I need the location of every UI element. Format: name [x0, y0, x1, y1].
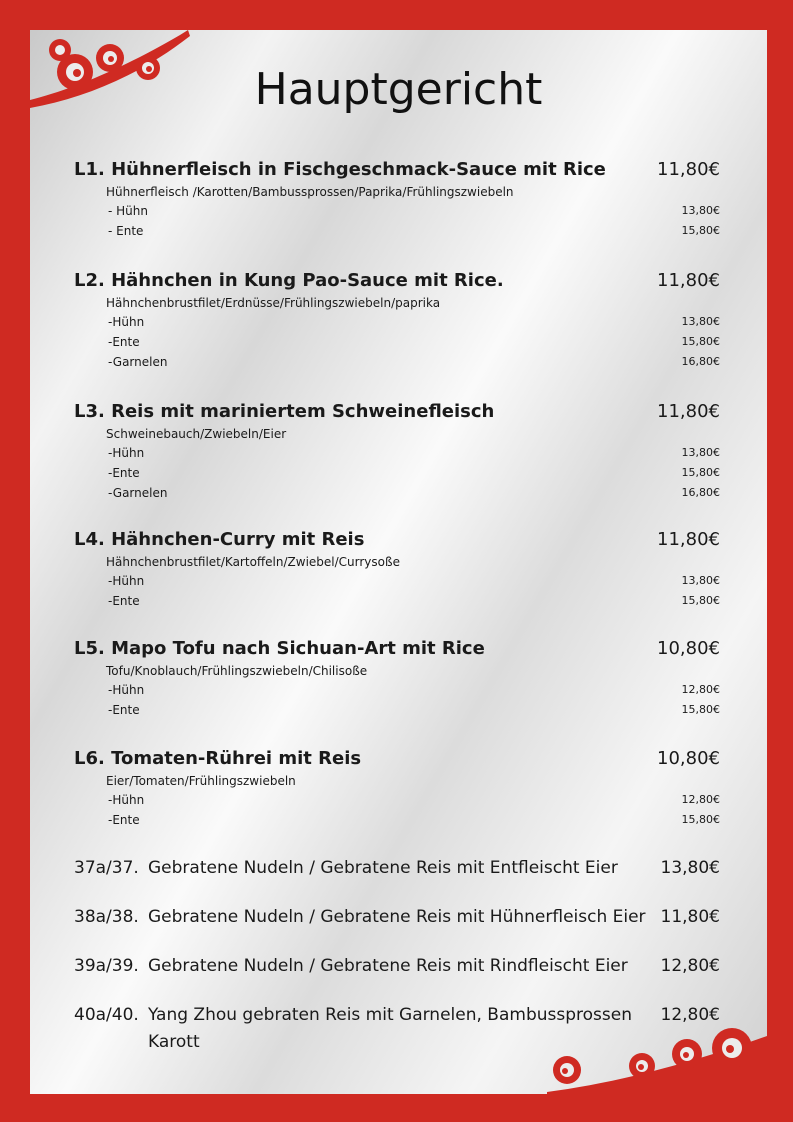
option-label: -Ente [108, 813, 140, 827]
option-row [108, 332, 720, 352]
option-price: 15,80€ [681, 813, 720, 826]
option-price: 15,80€ [681, 335, 720, 348]
option-label: - Ente [108, 224, 144, 238]
option-price: 15,80€ [681, 594, 720, 607]
option-row [108, 591, 720, 611]
dish-price: 11,80€ [657, 159, 720, 180]
option-price: 16,80€ [681, 355, 720, 368]
item-price: 13,80€ [660, 858, 720, 878]
dish-title: L6. Tomaten-Rührei mit Reis [74, 748, 362, 769]
option-label: -Hühn [108, 315, 145, 329]
option-row [108, 352, 720, 372]
option-row [108, 443, 720, 463]
dish-item [74, 399, 720, 503]
option-row [108, 700, 720, 720]
option-price: 13,80€ [681, 446, 720, 459]
dish-description: Hähnchenbrustfilet/Kartoffeln/Zwiebel/Currysoße [106, 555, 400, 569]
dish-title: L5. Mapo Tofu nach Sichuan-Art mit Rice [74, 638, 485, 659]
option-label: -Ente [108, 594, 140, 608]
dish-description: Hühnerfleisch /Karotten/Bambussprossen/Paprika/Frühlingszwiebeln [106, 185, 514, 199]
option-price: 13,80€ [681, 574, 720, 587]
option-row [108, 463, 720, 483]
option-row [108, 790, 720, 810]
dish-item [74, 636, 720, 720]
option-label: -Ente [108, 703, 140, 717]
item-name: Yang Zhou gebraten Reis mit Garnelen, Bambussprossen Karott [148, 1005, 632, 1052]
dish-price: 11,80€ [657, 270, 720, 291]
dish-title: L3. Reis mit mariniertem Schweinefleisch [74, 401, 495, 422]
option-price: 12,80€ [681, 793, 720, 806]
option-label: -Ente [108, 466, 140, 480]
dish-description: Schweinebauch/Zwiebeln/Eier [106, 427, 287, 441]
dish-item [74, 746, 720, 830]
option-price: 12,80€ [681, 683, 720, 696]
noodle-item [74, 953, 720, 980]
noodle-item [74, 855, 720, 882]
noodle-item [74, 904, 720, 931]
dish-description: Hähnchenbrustfilet/Erdnüsse/Frühlingszwiebeln/paprika [106, 296, 441, 310]
item-number: 37a/37. [74, 858, 139, 878]
item-number: 39a/39. [74, 956, 139, 976]
option-row [108, 483, 720, 503]
dish-title: L4. Hähnchen-Curry mit Reis [74, 529, 365, 550]
item-price: 12,80€ [660, 1005, 720, 1025]
item-price: 12,80€ [660, 956, 720, 976]
option-label: - Hühn [108, 204, 148, 218]
dish-description: Eier/Tomaten/Frühlingszwiebeln [106, 774, 296, 788]
option-row [108, 201, 720, 221]
dish-price: 10,80€ [657, 638, 720, 659]
dish-price: 11,80€ [657, 401, 720, 422]
option-label: -Hühn [108, 793, 145, 807]
option-label: -Garnelen [108, 486, 168, 500]
dish-price: 11,80€ [657, 529, 720, 550]
item-number: 40a/40. [74, 1005, 139, 1025]
option-price: 16,80€ [681, 486, 720, 499]
noodle-item [74, 1002, 720, 1052]
item-name: Gebratene Nudeln / Gebratene Reis mit Entfleischt Eier [148, 858, 618, 878]
dish-item [74, 268, 720, 372]
dish-item [74, 157, 720, 241]
option-row [108, 810, 720, 830]
item-number: 38a/38. [74, 907, 139, 927]
menu-page [30, 30, 767, 1094]
item-name: Gebratene Nudeln / Gebratene Reis mit Rindfleischt Eier [148, 956, 628, 976]
dish-title: L2. Hähnchen in Kung Pao-Sauce mit Rice. [74, 270, 504, 291]
option-label: -Garnelen [108, 355, 168, 369]
option-row [108, 221, 720, 241]
page-title: Hauptgericht [254, 64, 543, 115]
option-label: -Hühn [108, 574, 145, 588]
option-label: -Hühn [108, 446, 145, 460]
option-price: 15,80€ [681, 703, 720, 716]
dish-description: Tofu/Knoblauch/Frühlingszwiebeln/Chilisoße [106, 664, 368, 678]
option-row [108, 312, 720, 332]
option-label: -Ente [108, 335, 140, 349]
dish-title: L1. Hühnerfleisch in Fischgeschmack-Sauce mit Rice [74, 159, 606, 180]
option-price: 13,80€ [681, 315, 720, 328]
option-label: -Hühn [108, 683, 145, 697]
item-price: 11,80€ [660, 907, 720, 927]
option-row [108, 571, 720, 591]
option-row [108, 680, 720, 700]
option-price: 13,80€ [681, 204, 720, 217]
dish-item [74, 527, 720, 611]
option-price: 15,80€ [681, 466, 720, 479]
dish-price: 10,80€ [657, 748, 720, 769]
option-price: 15,80€ [681, 224, 720, 237]
item-name: Gebratene Nudeln / Gebratene Reis mit Hühnerfleisch Eier [148, 907, 646, 927]
